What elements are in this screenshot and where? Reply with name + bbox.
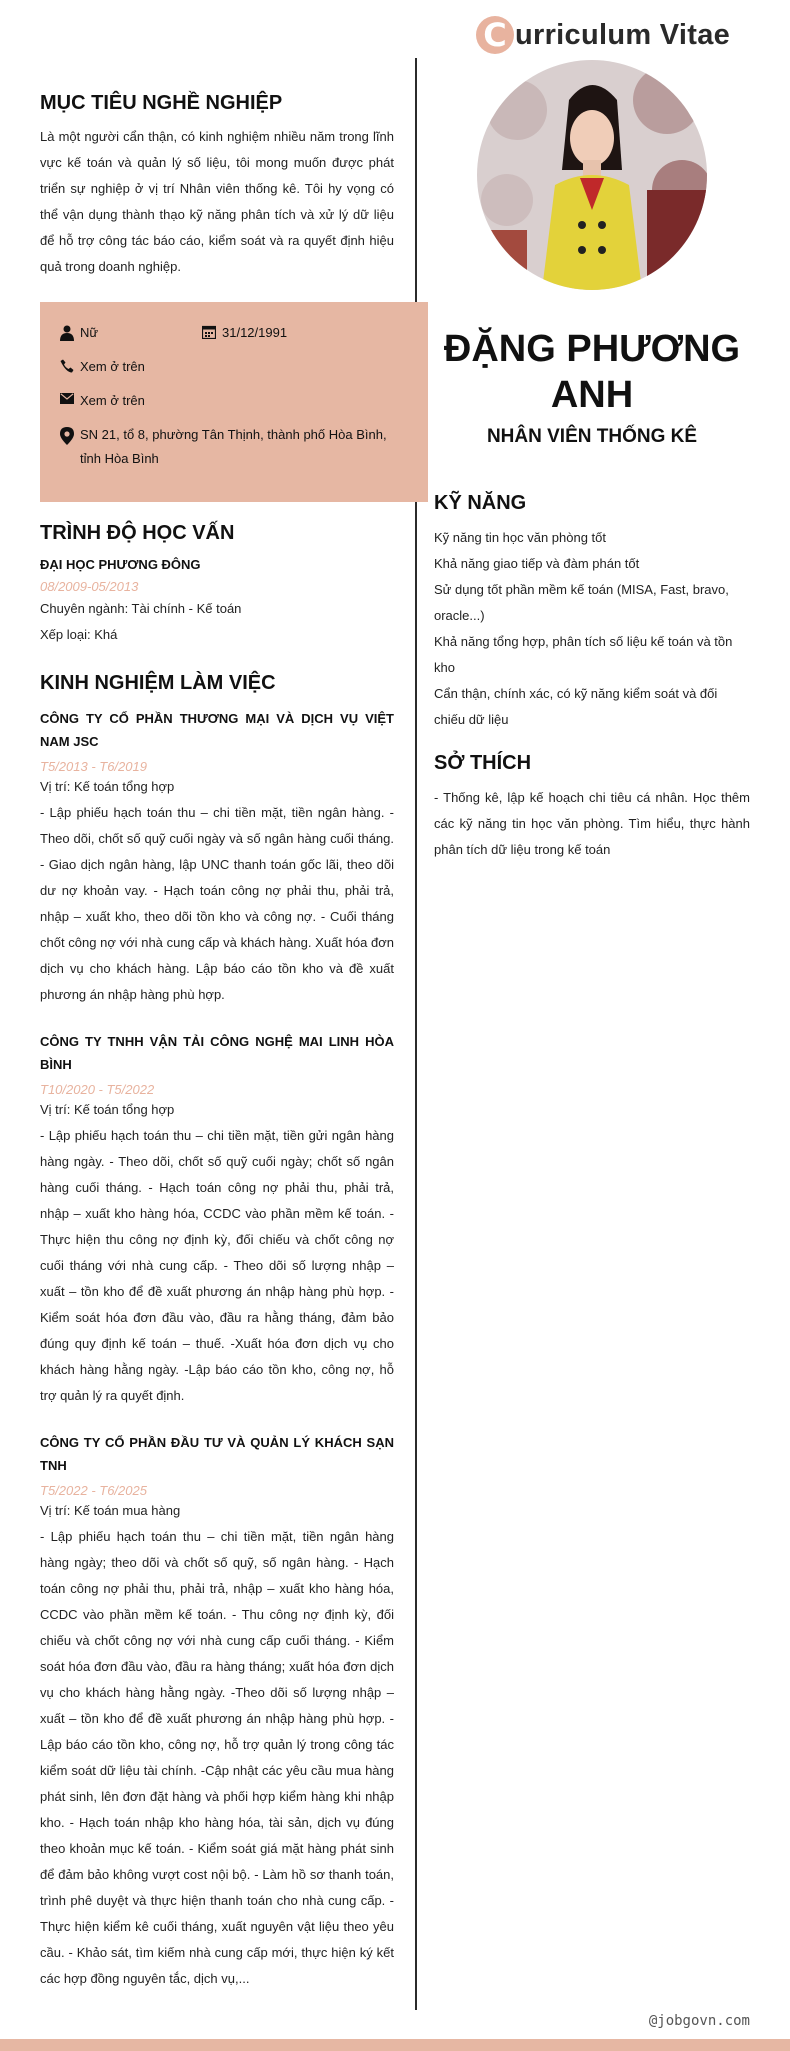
candidate-name: ĐẶNG PHƯƠNG ANH	[443, 328, 741, 416]
school-name: ĐẠI HỌC PHƯƠNG ĐÔNG	[40, 557, 201, 572]
hobbies-section	[434, 752, 750, 863]
email-row	[60, 389, 145, 413]
experience-section	[40, 672, 394, 1992]
hobbies-heading: SỞ THÍCH	[434, 752, 532, 774]
birthday-value: 31/12/1991	[222, 325, 288, 340]
education-rank: Xếp loại: Khá	[40, 627, 118, 642]
job-company: CÔNG TY TNHH VẬN TẢI CÔNG NGHỆ MAI LINH HÒA BÌNH	[40, 1034, 394, 1072]
skill-item: Kỹ năng tin học văn phòng tốt	[434, 530, 607, 545]
job-role: Vị trí: Kế toán tổng hợp	[40, 779, 175, 794]
job-role: Vị trí: Kế toán mua hàng	[40, 1503, 181, 1518]
job-item	[40, 707, 394, 1008]
logo-text: urriculum Vitae	[515, 18, 731, 51]
watermark: @jobgovn.com	[648, 2013, 750, 2029]
birthday-row	[202, 321, 287, 345]
objective-text: Là một người cẩn thận, có kinh nghiệm nhiều năm trong lĩnh vực kế toán và quản lý số liệu, tôi mong muốn được phát triển sự nghiệp ở vị trí Nhân viên thống kê. Tôi hy vọng có thể vận dụng thành thạo kỹ năng phân tích và xử lý dữ liệu để hỗ trợ công tác báo cáo, kiểm soát và ra quyết định hiệu quả trong doanh nghiệp.	[40, 129, 394, 274]
job-period: T5/2013 - T6/2019	[40, 759, 147, 774]
envelope-icon	[60, 393, 74, 404]
location-pin-icon	[60, 427, 74, 445]
person-icon	[60, 325, 74, 341]
education-heading: TRÌNH ĐỘ HỌC VẤN	[40, 522, 235, 544]
logo-letter: C	[476, 16, 514, 54]
job-description: - Lập phiếu hạch toán thu – chi tiền mặt, tiền ngân hàng. - Theo dõi, chốt số quỹ cuối ngày và số ngân hàng cuối tháng. - Giao dịch ngân hàng, lập UNC thanh toán gốc lãi, theo dõi dư nợ khoản vay. - Hạch toán công nợ phải thu, phải trả, nhập – xuất kho, theo dõi tồn kho và công nợ. - Cuối tháng chốt công nợ với nhà cung cấp và khách hàng. Xuất hóa đơn dịch vụ cho khách hàng. Lập báo cáo tồn kho và đề xuất phương án nhập hàng phù hợp.	[40, 805, 394, 1002]
education-section	[40, 522, 394, 648]
experience-heading: KINH NGHIỆM LÀM VIỆC	[40, 672, 276, 694]
contact-box	[40, 302, 428, 502]
gender-row	[60, 321, 98, 345]
hobbies-text: - Thống kê, lập kế hoạch chi tiêu cá nhân. Học thêm các kỹ năng tin học văn phòng. Tìm hiểu, thực hành phân tích dữ liệu trong kế toán	[434, 790, 750, 857]
skill-item: Cẩn thận, chính xác, có kỹ năng kiểm soát và đối chiếu dữ liệu	[434, 686, 718, 727]
job-company: CÔNG TY CỔ PHẦN ĐẦU TƯ VÀ QUẢN LÝ KHÁCH SẠN TNH	[40, 1435, 394, 1473]
skill-item: Khả năng giao tiếp và đàm phán tốt	[434, 556, 640, 571]
candidate-position: NHÂN VIÊN THỐNG KÊ	[486, 426, 698, 447]
address-value: SN 21, tổ 8, phường Tân Thịnh, thành phố Hòa Bình, tỉnh Hòa Bình	[80, 427, 387, 466]
cv-logo	[476, 16, 730, 54]
job-role: Vị trí: Kế toán tổng hợp	[40, 1102, 175, 1117]
education-period: 08/2009-05/2013	[40, 579, 139, 594]
job-period: T5/2022 - T6/2025	[40, 1483, 147, 1498]
job-item	[40, 1030, 394, 1409]
skills-heading: KỸ NĂNG	[434, 492, 527, 514]
calendar-icon	[202, 325, 216, 339]
phone-value: Xem ở trên	[80, 359, 145, 374]
skills-section	[434, 492, 750, 733]
skill-item: Sử dụng tốt phần mềm kế toán (MISA, Fast, bravo, oracle...)	[434, 582, 729, 623]
job-item	[40, 1431, 394, 1992]
education-major: Chuyên ngành: Tài chính - Kế toán	[40, 601, 242, 616]
profile-photo	[477, 60, 707, 290]
phone-icon	[60, 359, 74, 373]
job-period: T10/2020 - T5/2022	[40, 1082, 155, 1097]
gender-value: Nữ	[80, 325, 99, 340]
skill-item: Khả năng tổng hợp, phân tích số liệu kế toán và tồn kho	[434, 634, 733, 675]
job-description: - Lập phiếu hạch toán thu – chi tiền mặt, tiền ngân hàng hàng ngày; theo dõi và chốt số quỹ, số ngân hàng. - Hạch toán công nợ phải thu, phải trả, nhập – xuất kho hàng hóa, CCDC vào phần mềm kế toán. - Thu công nợ định kỳ, đối chiếu và chốt công nợ với nhà cung cấp cuối tháng. - Kiểm soát hóa đơn đầu vào, đầu ra hàng tháng; xuất hóa đơn dịch vụ cho khách hàng hằng ngày. -Theo dõi số lượng nhập – xuất – tồn kho để đề xuất phương án nhập hàng phù hợp. - Lập báo cáo tồn kho, công nợ, hỗ trợ quản lý trong công tác kiểm soát dữ liệu tài chính. -Cập nhật các yêu cầu mua hàng phát sinh, lên đơn đặt hàng và phối hợp kiểm hàng khi nhập kho. - Hạch toán nhập kho hàng hóa, tài sản, dịch vụ đúng theo khoản mục kế toán. - Kiểm soát giá mặt hàng phát sinh để đảm bảo không vượt cost nội bộ. - Làm hồ sơ thanh toán, trình phê duyệt và thực hiện thanh toán cho nhà cung cấp. - Thực hiện kiểm kê cuối tháng, xuất nguyên vật liệu theo yêu cầu. - Khảo sát, tìm kiếm nhà cung cấp mới, thực hiện ký kết các hợp đồng nguyên tắc, dịch vụ,...	[40, 1529, 394, 1986]
job-company: CÔNG TY CỔ PHẦN THƯƠNG MẠI VÀ DỊCH VỤ VIỆT NAM JSC	[40, 711, 394, 749]
footer-bar	[0, 2039, 790, 2051]
address-row	[60, 423, 400, 471]
job-description: - Lập phiếu hạch toán thu – chi tiền mặt, tiền gửi ngân hàng hàng ngày. - Theo dõi, chốt số quỹ cuối ngày; chốt số ngân hàng cuối tháng. - Hạch toán công nợ phải thu, phải trả, nhập – xuất kho hàng hóa, CCDC vào phần mềm kế toán. - Thực hiện thu công nợ định kỳ, đối chiếu và chốt công nợ cuối tháng với nhà cung cấp. - Theo dõi số lượng nhập – xuất – tồn kho để đề xuất phương án nhập hàng phù hợp. - Kiểm soát hóa đơn đầu vào, đầu ra hằng tháng, đảm bảo đúng quy định kế toán – thuế. -Xuất hóa đơn dịch vụ cho khách hàng hằng ngày. -Lập báo cáo tồn kho, công nợ, hỗ trợ quản lý ra quyết định.	[40, 1128, 394, 1403]
objective-heading: MỤC TIÊU NGHỀ NGHIỆP	[40, 92, 283, 114]
phone-row	[60, 355, 145, 379]
email-value: Xem ở trên	[80, 393, 145, 408]
